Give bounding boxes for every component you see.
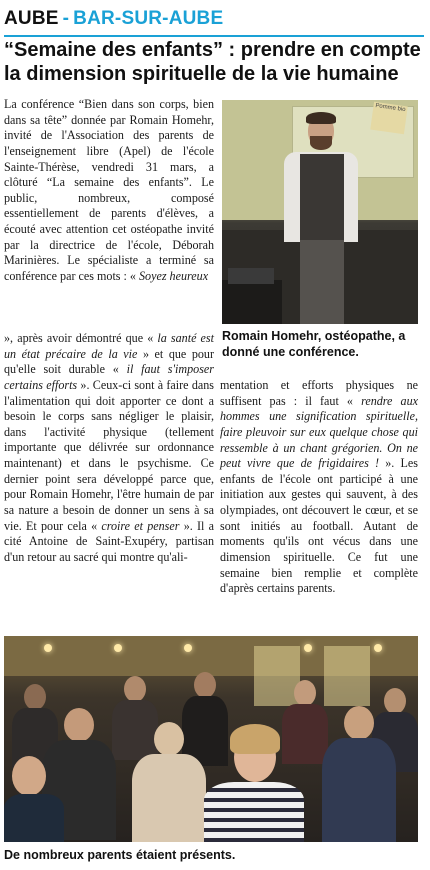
article-text: La conférence “Bien dans son corps, bien dans sa tête” donnée par Romain Homehr, invité de l'Association des parents de l'enseignement libre (Apel) de l'école Sainte-Thérèse, vendredi 31 mars, a clôturé “La semaine des enfants”. Le public, nombreux, composé essentiellement de parents d'élèves, a écouté avec attention cet ostéopathe invité par la directrice de l'école, Déborah Marinières. Le spécialiste a terminé sa conférence par ces mots : «	[4, 97, 214, 283]
article-text: ». Il a cité Antoine de Saint-Exupéry, partisan d'un retour au sacré qui montre qu'ali-	[4, 518, 214, 564]
header-separator: -	[62, 8, 70, 29]
article-text: ». Ceux-ci sont à faire dans l'alimentation qui doit apporter ce dont a besoin le corps sans négliger le plaisir, dans l'activité physique (tellement importante que délivrée sur ordonnance maintenant) et dans le psychisme. Ce dernier point sera développé parce que, pour Romain Homehr, l'être humain de par sa nature a besoin de donner un sens à sa vie. Et pour cela «	[4, 377, 214, 533]
article-text: », après avoir démontré que «	[4, 331, 158, 345]
audience-photo	[4, 636, 418, 842]
article-text: mentation et efforts physiques ne suffisent pas : il faut «	[220, 378, 418, 408]
article-headline: “Semaine des enfants” : prendre en compte la dimension spirituelle de la vie humaine	[4, 39, 421, 85]
laptop-icon	[228, 268, 274, 284]
article-column-1-top	[4, 97, 214, 285]
article-quote: Soyez heureux	[139, 268, 209, 283]
article-column-1-bottom	[4, 331, 214, 565]
speaker-photo	[222, 100, 418, 324]
section-name: AUBE	[4, 8, 59, 29]
article-quote: rendre aux hommes une signification spirituelle, faire pleuvoir sur eux quelque chose qui ressemble à un chant grégorien. On ne peut vivre que de frigidaires !	[220, 393, 418, 471]
article-quote: croire et penser	[101, 518, 180, 533]
city-name: BAR-SUR-AUBE	[73, 8, 224, 29]
article-quote: la santé est un état précaire de la vie	[4, 331, 214, 361]
audience-photo-caption: De nombreux parents étaient présents.	[4, 848, 236, 862]
section-header	[4, 8, 223, 30]
article-text: » et que pour qu'elle soit durable «	[4, 346, 214, 377]
sign: Pomme bio	[370, 102, 408, 134]
header-rule	[4, 35, 424, 37]
article-column-2	[220, 378, 418, 597]
article-quote: il faut s'imposer certains efforts	[4, 362, 214, 392]
article-text: ». Les enfants de l'école ont participé à une initiation aux gestes qui sauvent, à des olympiades, ont découvert le cœur, et se sont initiés au football. Autant de moments qu'ils ont vécus dans une dimension spirituelle. Ce fut une semaine bien remplie et complète d'après certains parents.	[220, 456, 418, 596]
speaker-photo-caption: Romain Homehr, ostéopathe, a donné une conférence.	[222, 329, 406, 359]
